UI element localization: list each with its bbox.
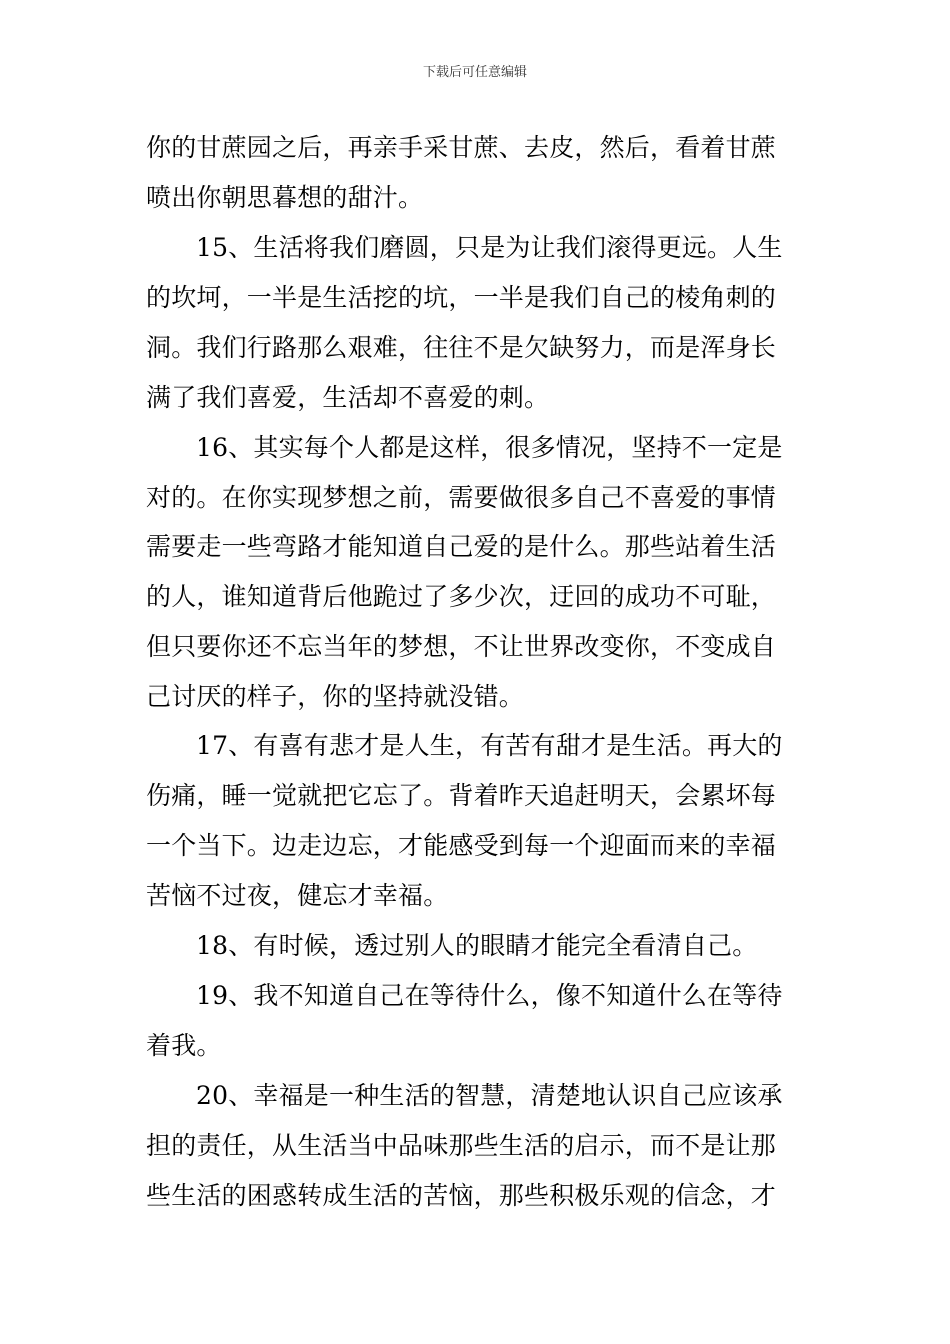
text-line: 洞。我们行路那么艰难，往往不是欠缺努力，而是浑身长 xyxy=(146,333,777,362)
paragraph-15-start: 15、生活将我们磨圆，只是为让我们滚得更远。人生 xyxy=(196,233,783,262)
text-line: 一个当下。边走边忘，才能感受到每一个迎面而来的幸福 xyxy=(146,831,777,860)
paragraph-16-start: 16、其实每个人都是这样，很多情况，坚持不一定是 xyxy=(196,433,783,462)
text-line: 己讨厌的样子，你的坚持就没错。 xyxy=(146,682,525,711)
text-line: 担的责任，从生活当中品味那些生活的启示，而不是让那 xyxy=(146,1131,777,1160)
text-line: 的坎坷，一半是生活挖的坑，一半是我们自己的棱角刺的 xyxy=(146,283,777,312)
text-line: 满了我们喜爱，生活却不喜爱的刺。 xyxy=(146,383,550,412)
paragraph-20-start: 20、幸福是一种生活的智慧，清楚地认识自己应该承 xyxy=(196,1081,783,1110)
text-line: 但只要你还不忘当年的梦想，不让世界改变你，不变成自 xyxy=(146,632,777,661)
text-line: 你的甘蔗园之后，再亲手采甘蔗、去皮，然后，看着甘蔗 xyxy=(146,133,777,162)
text-line: 着我。 xyxy=(146,1031,222,1060)
text-line: 喷出你朝思暮想的甜汁。 xyxy=(146,183,424,212)
paragraph-18: 18、有时候，透过别人的眼睛才能完全看清自己。 xyxy=(196,931,758,960)
text-line: 苦恼不过夜，健忘才幸福。 xyxy=(146,881,449,910)
paragraph-19-start: 19、我不知道自己在等待什么，像不知道什么在等待 xyxy=(196,981,783,1010)
text-line: 对的。在你实现梦想之前，需要做很多自己不喜爱的事情 xyxy=(146,483,777,512)
paragraph-17-start: 17、有喜有悲才是人生，有苦有甜才是生活。再大的 xyxy=(196,731,783,760)
text-line: 伤痛，睡一觉就把它忘了。背着昨天追赶明天，会累坏每 xyxy=(146,781,777,810)
page-header: 下载后可任意编辑 xyxy=(422,65,527,80)
text-line: 些生活的困惑转成生活的苦恼，那些积极乐观的信念，才 xyxy=(146,1181,777,1210)
text-line: 需要走一些弯路才能知道自己爱的是什么。那些站着生活 xyxy=(146,532,777,561)
text-line: 的人，谁知道背后他跪过了多少次，迂回的成功不可耻， xyxy=(146,582,777,611)
